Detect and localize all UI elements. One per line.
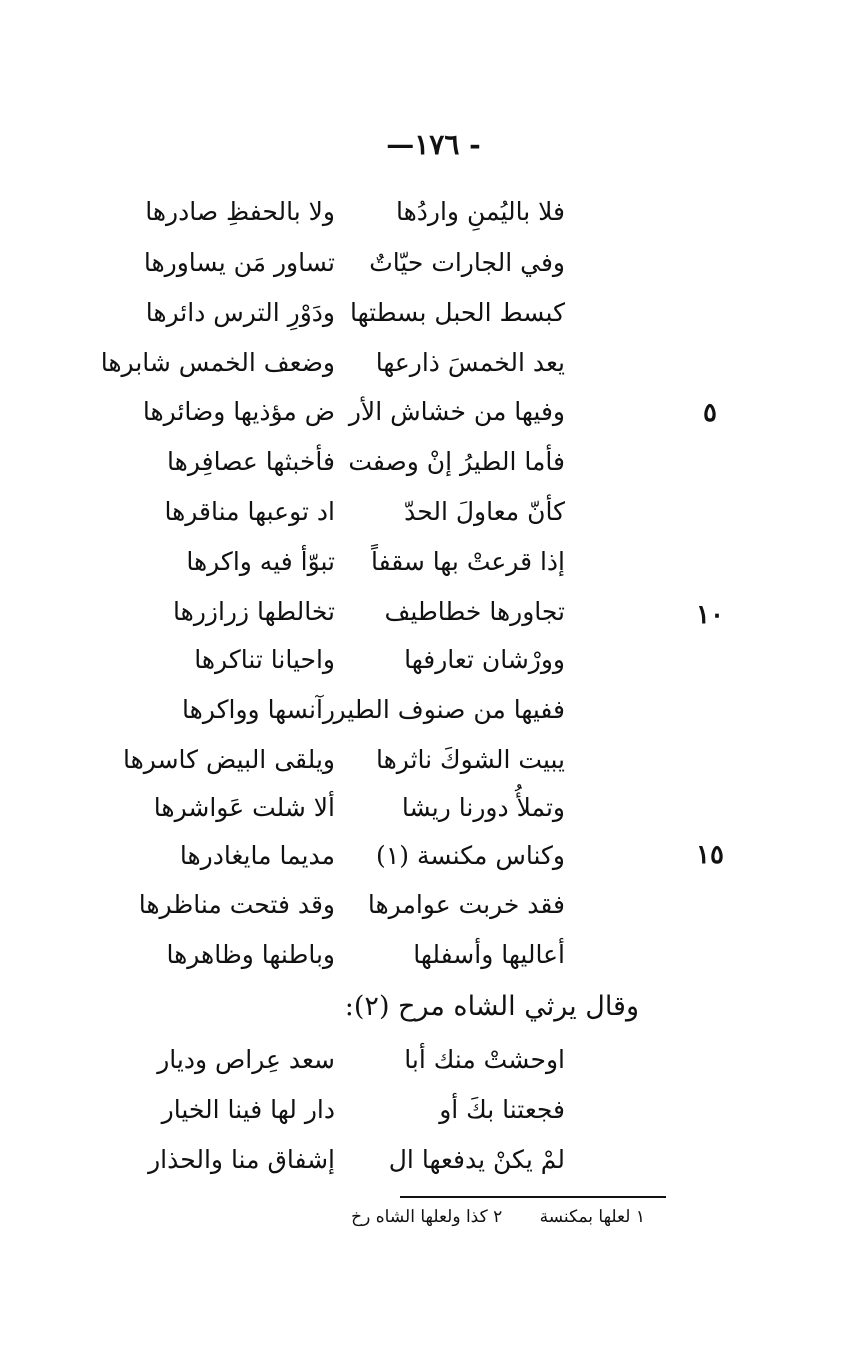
hemistich-right: وكناس مكنسة (١) <box>376 841 565 870</box>
verse-line <box>145 243 565 283</box>
hemistich-right: وورْشان تعارفها <box>404 645 565 674</box>
hemistich-right: إذا قرعتْ بها سقفاً <box>370 547 565 576</box>
verse-line <box>145 935 565 975</box>
verse-line <box>145 1090 565 1130</box>
hemistich-left: وباطنها وظاهرها <box>166 940 335 969</box>
hemistich-left: فأخبثها عصافِرها <box>167 447 335 476</box>
verse-line <box>145 690 565 730</box>
hemistich-left: تبوّأ فيه واكرها <box>186 547 335 576</box>
verse-line <box>145 542 565 582</box>
hemistich-left: سعد عِراص وديار <box>157 1045 335 1074</box>
verse-line <box>145 442 565 482</box>
hemistich-left: رآنسها وواكرها <box>182 695 335 724</box>
hemistich-left: إشفاق منا والحذار <box>148 1145 335 1174</box>
verse-line <box>122 740 565 780</box>
hemistich-right: كبسط الحبل بسطتها <box>349 298 565 327</box>
hemistich-right: تجاورها خطاطيف <box>384 597 565 626</box>
hemistich-right: وتملأُ دورنا ريشا <box>401 793 565 822</box>
hemistich-left: ض مؤذيها وضائرها <box>142 397 335 426</box>
hemistich-right: يبيت الشوكَ ناثرها <box>375 745 565 774</box>
line-number-5: ٥ <box>703 398 717 428</box>
verse-line <box>138 885 565 925</box>
hemistich-left: ودَوْرِ الترس دائرها <box>145 298 335 327</box>
footnote-2: ٢ كذا ولعلها الشاه رخ <box>351 1207 503 1227</box>
verse-line <box>145 640 565 680</box>
footnotes <box>319 1200 645 1234</box>
verse-line <box>100 343 565 383</box>
line-number-10: ١٠ <box>696 600 724 630</box>
hemistich-left: مديما مايغادرها <box>179 841 335 870</box>
hemistich-left: دار لها فينا الخيار <box>161 1095 335 1124</box>
hemistich-left: وقد فتحت مناظرها <box>138 890 335 919</box>
verse-line <box>145 788 565 828</box>
hemistich-right: فجعتنا بكَ أو <box>439 1095 565 1124</box>
verse-line <box>145 836 565 876</box>
verse-line <box>145 1040 565 1080</box>
hemistich-left: تخالطها زرازرها <box>173 597 335 626</box>
line-number-15: ١٥ <box>696 840 724 870</box>
verse-line <box>145 192 565 232</box>
hemistich-left: ويلقى البيض كاسرها <box>122 745 335 774</box>
hemistich-left: وضعف الخمس شابرها <box>100 348 335 377</box>
hemistich-right: لمْ يكنْ يدفعها ال <box>388 1145 565 1174</box>
hemistich-right: فلا باليُمنِ واردُها <box>395 197 565 226</box>
page-number: —١٧٦ - <box>386 128 481 161</box>
hemistich-left: اد توعبها مناقرها <box>164 497 335 526</box>
footnote-divider <box>400 1196 666 1198</box>
hemistich-left: تساور مَن يساورها <box>143 248 335 277</box>
hemistich-right: يعد الخمسَ ذارعها <box>375 348 565 377</box>
hemistich-right: ففيها من صنوف الطير <box>333 695 565 724</box>
hemistich-left: ولا بالحفظِ صادرها <box>145 197 335 226</box>
hemistich-left: ألا شلت عَواشرها <box>153 793 335 822</box>
verse-line <box>145 1140 565 1180</box>
hemistich-right: فقد خربت عوامرها <box>367 890 565 919</box>
hemistich-right: أعاليها وأسفلها <box>413 940 565 969</box>
hemistich-right: فأما الطيرُ إنْ وصفت <box>348 447 565 476</box>
hemistich-right: وفي الجارات حيّاتٌ <box>369 248 565 277</box>
hemistich-left: واحيانا تناكرها <box>194 645 335 674</box>
footnote-1: ١ لعلها بمكنسة <box>539 1207 645 1227</box>
section-heading: وقال يرثي الشاه مرح (٢): <box>344 991 639 1022</box>
hemistich-right: كأنّ معاولَ الحدّ <box>404 497 565 526</box>
hemistich-right: اوحشتْ منك أبا <box>404 1045 565 1074</box>
hemistich-right: وفيها من خشاش الأر <box>348 397 565 426</box>
verse-line <box>142 392 565 432</box>
verse-line <box>145 492 565 532</box>
verse-line <box>145 592 565 632</box>
verse-line <box>145 293 565 333</box>
